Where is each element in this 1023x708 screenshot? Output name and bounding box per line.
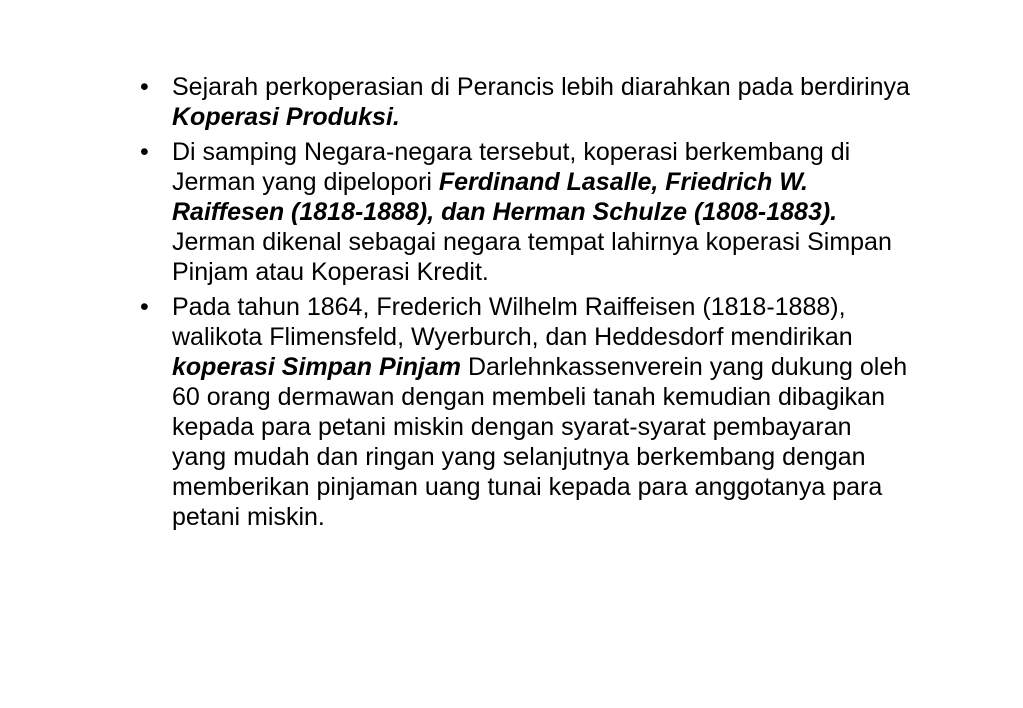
- bullet-text: Di samping Negara-negara tersebut, koperasi berkembang di Jerman yang dipelopori: [172, 138, 851, 196]
- bullet-list: [140, 72, 910, 537]
- bullet-marker: •: [140, 293, 149, 321]
- bullet-item-germany: [140, 137, 910, 287]
- bullet-text-emphasis: Ferdinand Lasalle, Friedrich W. Raiffesen (1818-1888), dan Herman Schulze (1808-1883).: [172, 168, 838, 226]
- bullet-marker: •: [140, 73, 149, 101]
- bullet-text: Sejarah perkoperasian di Perancis lebih diarahkan pada berdirinya: [172, 73, 910, 101]
- bullet-text-emphasis: Koperasi Produksi.: [172, 103, 400, 131]
- bullet-item-france: [140, 72, 910, 132]
- bullet-text: Pada tahun 1864, Frederich Wilhelm Raiffeisen (1818-1888), walikota Flimensfeld, Wyerburch, dan Heddesdorf mendirikan: [172, 293, 853, 351]
- bullet-text: Jerman dikenal sebagai negara tempat lahirnya koperasi Simpan Pinjam atau Koperasi Kredit.: [172, 228, 892, 286]
- bullet-text-emphasis: koperasi Simpan Pinjam: [172, 353, 461, 381]
- bullet-item-raiffeisen: [140, 292, 910, 532]
- bullet-text: Darlehnkassenverein yang dukung oleh 60 orang dermawan dengan membeli tanah kemudian dibagikan kepada para petani miskin dengan syarat-syarat pembayaran yang mudah dan ringan yang selanjutnya berkembang dengan memberikan pinjaman uang tunai kepada para anggotanya para petani miskin.: [172, 353, 908, 531]
- bullet-marker: •: [140, 138, 149, 166]
